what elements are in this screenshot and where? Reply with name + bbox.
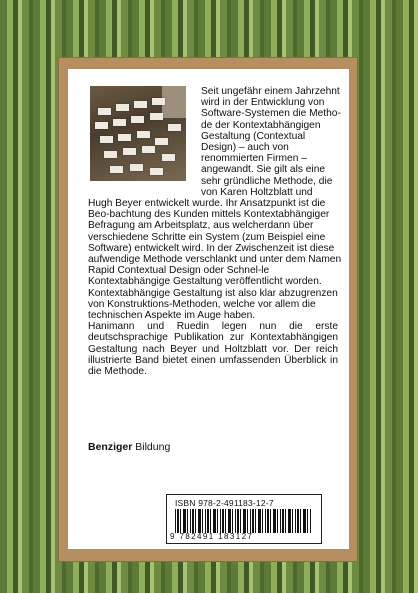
publisher-name (88, 441, 170, 453)
blurb-text (88, 86, 344, 377)
barcode-digits: 9 782491 183127 (170, 532, 254, 541)
publisher-name-rest: Bildung (132, 441, 171, 453)
isbn-label: ISBN 978-2-491183-12-7 (175, 498, 274, 508)
closing-paragraph: Hanimann und Ruedin legen nun die erste deutschsprachige Publikation zur Kontextabhängigen Gestaltung nach Beyer und Holtzblatt vor. Der reich illustrierte Band bietet einen umfassenden Überblick in die Methode. (88, 321, 338, 378)
back-cover-panel (68, 69, 349, 549)
publisher-name-bold: Benziger (88, 441, 133, 453)
body-paragraph: Hugh Beyer entwickelt wurde. Ihr Ansatzpunkt ist die Beo-bachtung des Kunden mittels Kontextabhängiger Befragung am Arbeitsplatz, aus welcherdann über verschiedene Schritte ein System (zum Beispiel eine Software) entwickelt wird. In der Zwischenzeit ist diese aufwendige Methode verschlankt und unter dem Namen Rapid Contextual Design oder Schnel-le Kontextabhängige Gestaltung veröffentlicht worden. Kontextabhängige Gestaltung ist also klar abzugrenzen von Konstruktions-Methoden, welche vor allem die technischen Aspekte im Auge haben. (88, 198, 342, 322)
barcode-icon (175, 509, 311, 533)
isbn-barcode-box (166, 494, 322, 544)
intro-paragraph: Seit ungefähr einem Jahrzehnt wird in der Entwicklung von Software-Systemen die Metho-de der Kontextabhängigen Gestaltung (Contextual Design) – auch von renommierten Firmen – angewandt. Sie gilt als eine sehr gründliche Methode, die von Karen Holtzblatt und (201, 86, 341, 198)
